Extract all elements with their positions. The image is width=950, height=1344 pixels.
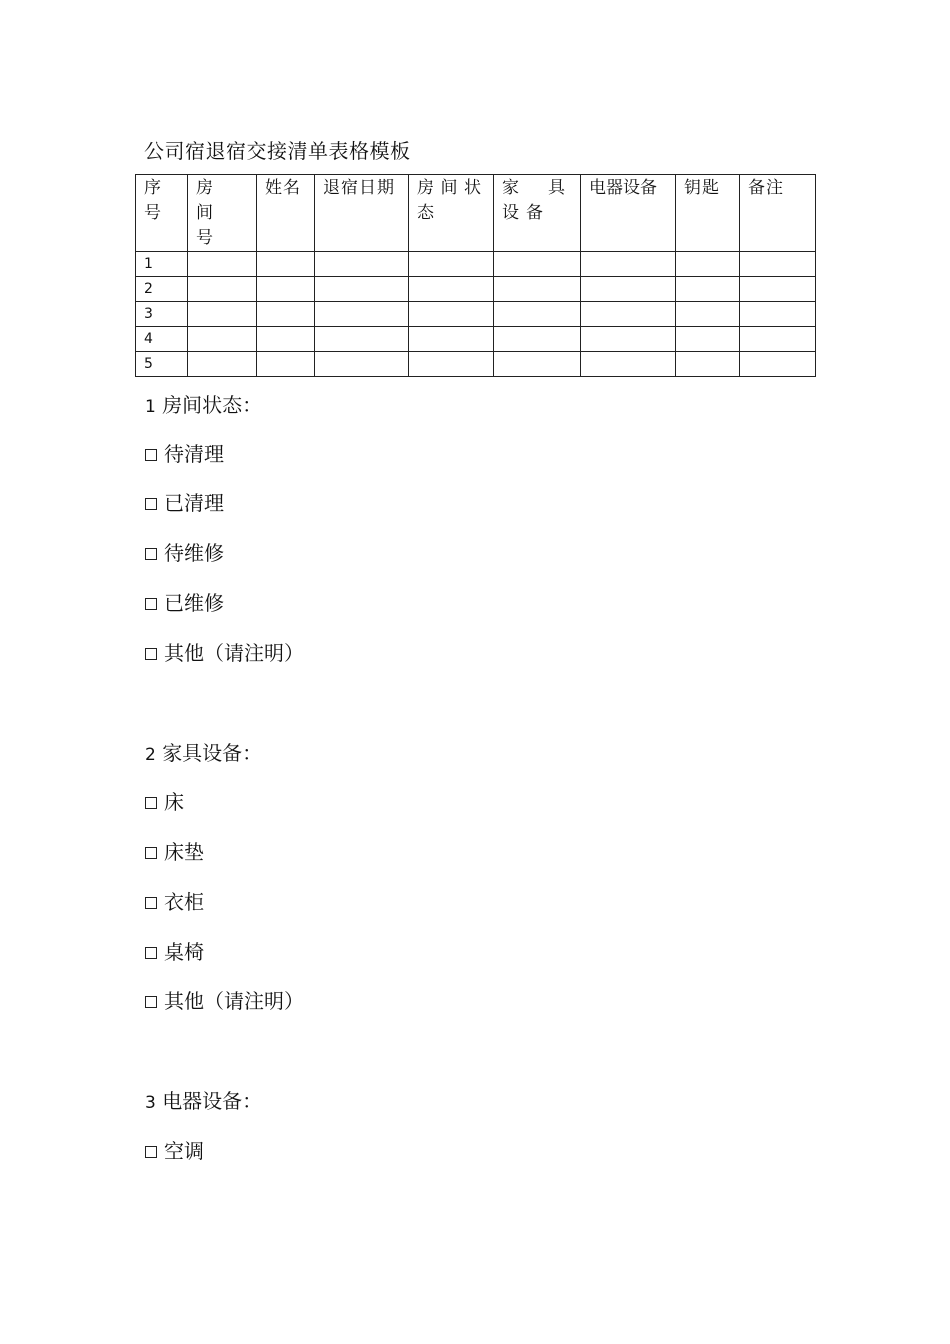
table-row	[136, 252, 816, 277]
cell-name[interactable]	[257, 352, 315, 377]
checkbox-icon[interactable]	[145, 648, 157, 660]
cell-appliances[interactable]	[581, 302, 676, 327]
option-pending-cleaning[interactable]	[145, 441, 224, 467]
cell-remarks[interactable]	[740, 352, 816, 377]
cell-keys[interactable]	[676, 252, 740, 277]
checkbox-icon[interactable]	[145, 947, 157, 959]
row-seq: 5	[136, 352, 188, 377]
section-heading-text: 家具设备：	[162, 741, 263, 765]
option-repaired[interactable]	[145, 590, 224, 616]
option-other-furniture[interactable]	[145, 988, 304, 1014]
cell-name[interactable]	[257, 252, 315, 277]
cell-appliances[interactable]	[581, 327, 676, 352]
option-desk-chair[interactable]	[145, 939, 204, 965]
cell-furniture[interactable]	[494, 277, 581, 302]
option-cleaned[interactable]	[145, 490, 224, 516]
cell-room-number[interactable]	[188, 302, 257, 327]
option-air-conditioner[interactable]	[145, 1138, 204, 1164]
section-heading-text: 电器设备：	[162, 1089, 263, 1113]
header-room-number: 房间号	[188, 175, 257, 252]
cell-room-status[interactable]	[409, 352, 494, 377]
header-seq: 序号	[136, 175, 188, 252]
option-bed[interactable]	[145, 789, 184, 815]
cell-room-status[interactable]	[409, 277, 494, 302]
section-number: 3	[145, 1093, 156, 1113]
cell-room-number[interactable]	[188, 327, 257, 352]
option-label: 已清理	[164, 491, 224, 515]
option-other-room-status[interactable]	[145, 640, 304, 666]
row-seq: 4	[136, 327, 188, 352]
cell-checkout-date[interactable]	[315, 302, 409, 327]
cell-room-status[interactable]	[409, 327, 494, 352]
header-room-status: 房间状态	[409, 175, 494, 252]
cell-name[interactable]	[257, 302, 315, 327]
cell-room-status[interactable]	[409, 302, 494, 327]
handover-table	[135, 174, 816, 377]
cell-furniture[interactable]	[494, 302, 581, 327]
cell-keys[interactable]	[676, 352, 740, 377]
header-appliances: 电器设备	[581, 175, 676, 252]
cell-name[interactable]	[257, 327, 315, 352]
option-wardrobe[interactable]	[145, 889, 204, 915]
header-keys: 钥匙	[676, 175, 740, 252]
option-label: 其他（请注明）	[164, 641, 304, 665]
cell-room-number[interactable]	[188, 252, 257, 277]
cell-remarks[interactable]	[740, 277, 816, 302]
header-remarks: 备注	[740, 175, 816, 252]
cell-remarks[interactable]	[740, 252, 816, 277]
cell-remarks[interactable]	[740, 302, 816, 327]
cell-checkout-date[interactable]	[315, 277, 409, 302]
cell-furniture[interactable]	[494, 327, 581, 352]
checkbox-icon[interactable]	[145, 996, 157, 1008]
checkbox-icon[interactable]	[145, 449, 157, 461]
table-row	[136, 277, 816, 302]
cell-checkout-date[interactable]	[315, 327, 409, 352]
checkbox-icon[interactable]	[145, 847, 157, 859]
cell-keys[interactable]	[676, 302, 740, 327]
header-furniture: 家具设备	[494, 175, 581, 252]
cell-checkout-date[interactable]	[315, 352, 409, 377]
cell-remarks[interactable]	[740, 327, 816, 352]
option-label: 空调	[164, 1139, 204, 1163]
table-header-row	[136, 175, 816, 252]
option-label: 衣柜	[164, 890, 204, 914]
table-row	[136, 352, 816, 377]
option-label: 床	[164, 790, 184, 814]
table-row	[136, 327, 816, 352]
row-seq: 3	[136, 302, 188, 327]
option-label: 床垫	[164, 840, 204, 864]
section-heading-text: 房间状态：	[162, 393, 263, 417]
cell-furniture[interactable]	[494, 252, 581, 277]
section-number: 1	[145, 397, 156, 417]
row-seq: 2	[136, 277, 188, 302]
section-heading-furniture	[145, 740, 262, 768]
cell-appliances[interactable]	[581, 352, 676, 377]
checkbox-icon[interactable]	[145, 598, 157, 610]
section-heading-appliances	[145, 1088, 262, 1116]
checkbox-icon[interactable]	[145, 498, 157, 510]
row-seq: 1	[136, 252, 188, 277]
cell-appliances[interactable]	[581, 252, 676, 277]
document-title: 公司宿退宿交接清单表格模板	[144, 139, 411, 163]
table-row	[136, 302, 816, 327]
cell-appliances[interactable]	[581, 277, 676, 302]
cell-keys[interactable]	[676, 277, 740, 302]
cell-name[interactable]	[257, 277, 315, 302]
cell-keys[interactable]	[676, 327, 740, 352]
cell-room-status[interactable]	[409, 252, 494, 277]
cell-room-number[interactable]	[188, 352, 257, 377]
header-checkout-date: 退宿日期	[315, 175, 409, 252]
option-label: 其他（请注明）	[164, 989, 304, 1013]
cell-furniture[interactable]	[494, 352, 581, 377]
checkbox-icon[interactable]	[145, 548, 157, 560]
option-pending-repair[interactable]	[145, 540, 224, 566]
section-number: 2	[145, 745, 156, 765]
checkbox-icon[interactable]	[145, 897, 157, 909]
checkbox-icon[interactable]	[145, 797, 157, 809]
checkbox-icon[interactable]	[145, 1146, 157, 1158]
option-label: 待维修	[164, 541, 224, 565]
option-label: 已维修	[164, 591, 224, 615]
cell-checkout-date[interactable]	[315, 252, 409, 277]
section-heading-room-status	[145, 392, 262, 420]
option-label: 桌椅	[164, 940, 204, 964]
option-mattress[interactable]	[145, 839, 204, 865]
header-name: 姓名	[257, 175, 315, 252]
option-label: 待清理	[164, 442, 224, 466]
cell-room-number[interactable]	[188, 277, 257, 302]
